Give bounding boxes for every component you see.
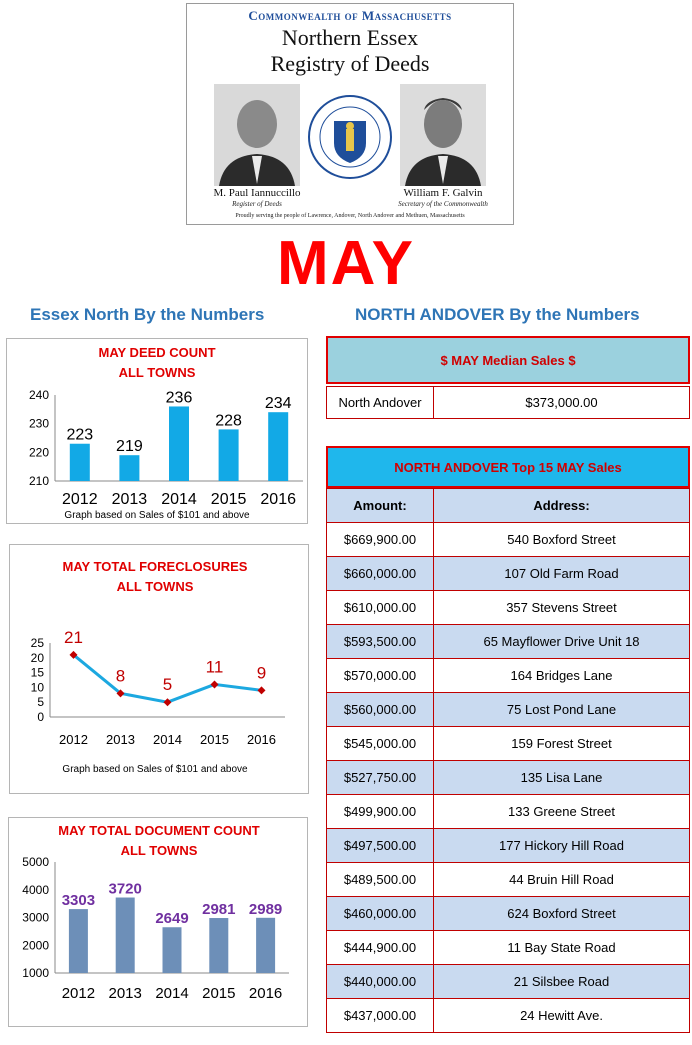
x-tick-label: 2015 — [202, 985, 236, 1002]
table-row — [327, 591, 690, 625]
data-label: 11 — [205, 657, 224, 677]
data-point — [258, 686, 266, 694]
data-label: 2981 — [202, 901, 236, 919]
data-label: 3720 — [108, 880, 142, 898]
y-tick-label: 5000 — [22, 855, 49, 869]
data-label: 223 — [66, 426, 94, 444]
table-row — [327, 897, 690, 931]
x-tick-label: 2013 — [108, 985, 142, 1002]
y-tick-label: 1000 — [22, 966, 49, 980]
data-label: 21 — [64, 627, 83, 647]
y-tick-label: 4000 — [22, 882, 49, 897]
sale-address: 624 Boxford Street — [434, 897, 690, 931]
bar — [119, 455, 139, 481]
data-label: 2989 — [248, 900, 283, 918]
chart-subtitle: ALL TOWNS — [120, 843, 198, 858]
table-row — [327, 693, 690, 727]
sale-amount: $570,000.00 — [327, 659, 434, 693]
y-tick-label: 240 — [28, 388, 49, 402]
sale-address: 164 Bridges Lane — [434, 659, 690, 693]
north-andover-heading: NORTH ANDOVER By the Numbers — [355, 305, 640, 324]
registry-header — [186, 3, 514, 225]
x-tick-label: 2012 — [59, 732, 88, 747]
table-row — [327, 931, 690, 965]
y-tick-label: 210 — [28, 474, 49, 488]
sale-amount: $499,900.00 — [327, 795, 434, 829]
median-sales-header: $ MAY Median Sales $ — [326, 336, 690, 384]
serving-text: Proudly serving the people of Lawrence, Andover, North Andover and Methuen, Massachusetts — [235, 213, 465, 219]
address-column-header: Address: — [434, 489, 690, 523]
data-label: 228 — [215, 412, 242, 430]
y-tick-label: 20 — [30, 650, 44, 665]
bar — [70, 444, 90, 481]
y-tick-label: 3000 — [22, 910, 49, 925]
massachusetts-seal — [308, 95, 392, 179]
sale-address: 177 Hickory Hill Road — [434, 829, 690, 863]
foreclosures-chart-svg — [10, 545, 308, 793]
table-row — [327, 761, 690, 795]
sale-address: 75 Lost Pond Lane — [434, 693, 690, 727]
chart-title: MAY TOTAL DOCUMENT COUNT — [58, 823, 260, 838]
data-label: 234 — [264, 395, 292, 413]
chart-subtitle: ALL TOWNS — [118, 365, 196, 380]
data-point — [211, 680, 219, 688]
bar — [169, 406, 189, 481]
sale-address: 135 Lisa Lane — [434, 761, 690, 795]
bar — [256, 918, 275, 973]
y-tick-label: 220 — [28, 445, 49, 460]
sale-address: 159 Forest Street — [434, 727, 690, 761]
top-sales-header: NORTH ANDOVER Top 15 MAY Sales — [326, 446, 690, 488]
y-tick-label: 2000 — [22, 938, 49, 953]
y-tick-label: 0 — [37, 710, 44, 724]
chart-note: Graph based on Sales of $101 and above — [62, 764, 248, 775]
sale-amount: $444,900.00 — [327, 931, 434, 965]
bar — [268, 412, 288, 481]
sale-amount: $489,500.00 — [327, 863, 434, 897]
y-tick-label: 15 — [30, 665, 44, 680]
sale-address: 65 Mayflower Drive Unit 18 — [434, 625, 690, 659]
sale-address: 21 Silsbee Road — [434, 965, 690, 999]
sale-amount: $497,500.00 — [327, 829, 434, 863]
data-label: 219 — [116, 438, 143, 456]
table-header-row — [327, 489, 690, 523]
essex-north-heading: Essex North By the Numbers — [30, 305, 265, 324]
x-tick-label: 2016 — [248, 985, 283, 1002]
sale-address: 24 Hewitt Ave. — [434, 999, 690, 1033]
x-tick-label: 2015 — [200, 732, 229, 747]
x-tick-label: 2014 — [161, 491, 197, 508]
bar — [69, 909, 88, 973]
sale-amount: $660,000.00 — [327, 557, 434, 591]
data-label: 2649 — [155, 910, 189, 928]
sale-address: 357 Stevens Street — [434, 591, 690, 625]
sale-amount: $527,750.00 — [327, 761, 434, 795]
table-row — [327, 523, 690, 557]
chart-note: Graph based on Sales of $101 and above — [64, 510, 250, 521]
table-row — [327, 625, 690, 659]
register-name: M. Paul Iannuccillo — [213, 187, 301, 199]
data-point — [164, 698, 172, 706]
median-value: $373,000.00 — [525, 395, 598, 410]
data-label: 5 — [162, 675, 173, 695]
document-count-chart — [8, 817, 308, 1027]
median-sales-row — [326, 386, 690, 419]
sale-address: 44 Bruin Hill Road — [434, 863, 690, 897]
sale-amount: $460,000.00 — [327, 897, 434, 931]
bar — [163, 927, 182, 973]
sale-amount: $545,000.00 — [327, 727, 434, 761]
deed-count-chart — [6, 338, 308, 524]
deed-count-chart-svg — [7, 339, 307, 523]
chart-subtitle: ALL TOWNS — [116, 579, 194, 594]
secretary-portrait — [400, 84, 486, 186]
x-tick-label: 2015 — [210, 491, 247, 508]
x-tick-label: 2016 — [247, 732, 276, 747]
bar — [209, 918, 228, 973]
table-row — [327, 999, 690, 1033]
chart-title: MAY DEED COUNT — [98, 345, 216, 360]
table-row — [327, 829, 690, 863]
amount-column-header: Amount: — [327, 489, 434, 523]
commonwealth-text: Commonwealth of Massachusetts — [248, 8, 452, 23]
foreclosures-chart — [9, 544, 309, 794]
data-label: 3303 — [61, 892, 96, 910]
x-tick-label: 2014 — [153, 732, 182, 747]
y-tick-label: 25 — [30, 636, 44, 650]
sale-address: 11 Bay State Road — [434, 931, 690, 965]
register-portrait — [214, 84, 300, 186]
sale-address: 133 Greene Street — [434, 795, 690, 829]
registry-title-line2: Registry of Deeds — [270, 51, 430, 76]
data-label: 8 — [115, 666, 126, 686]
sale-amount: $669,900.00 — [327, 523, 434, 557]
month-title: MAY — [276, 229, 416, 298]
x-tick-label: 2013 — [106, 732, 135, 747]
table-row — [327, 863, 690, 897]
data-label: 9 — [256, 663, 267, 683]
bar — [219, 429, 239, 481]
registry-title-line1: Northern Essex — [281, 25, 419, 50]
secretary-name: William F. Galvin — [403, 187, 483, 199]
y-tick-label: 230 — [28, 416, 49, 431]
top-sales-table — [326, 488, 690, 1033]
x-tick-label: 2016 — [260, 491, 296, 508]
table-row — [327, 727, 690, 761]
x-tick-label: 2012 — [62, 491, 98, 508]
x-tick-label: 2012 — [61, 985, 96, 1002]
register-title: Register of Deeds — [232, 200, 282, 208]
data-label: 236 — [165, 389, 193, 407]
table-row — [327, 557, 690, 591]
sale-amount: $610,000.00 — [327, 591, 434, 625]
sale-amount: $437,000.00 — [327, 999, 434, 1033]
sale-address: 107 Old Farm Road — [434, 557, 690, 591]
sale-amount: $560,000.00 — [327, 693, 434, 727]
sale-amount: $593,500.00 — [327, 625, 434, 659]
table-row — [327, 659, 690, 693]
x-tick-label: 2014 — [155, 985, 189, 1002]
chart-title: MAY TOTAL FORECLOSURES — [62, 559, 248, 574]
x-tick-label: 2013 — [111, 491, 148, 508]
table-row — [327, 795, 690, 829]
secretary-title: Secretary of the Commonwealth — [398, 200, 488, 208]
document-count-chart-svg — [9, 818, 307, 1026]
table-row — [327, 965, 690, 999]
y-tick-label: 10 — [30, 680, 44, 695]
y-tick-label: 5 — [37, 695, 44, 710]
bar — [116, 898, 135, 973]
median-town: North Andover — [327, 387, 434, 418]
sale-amount: $440,000.00 — [327, 965, 434, 999]
sale-address: 540 Boxford Street — [434, 523, 690, 557]
